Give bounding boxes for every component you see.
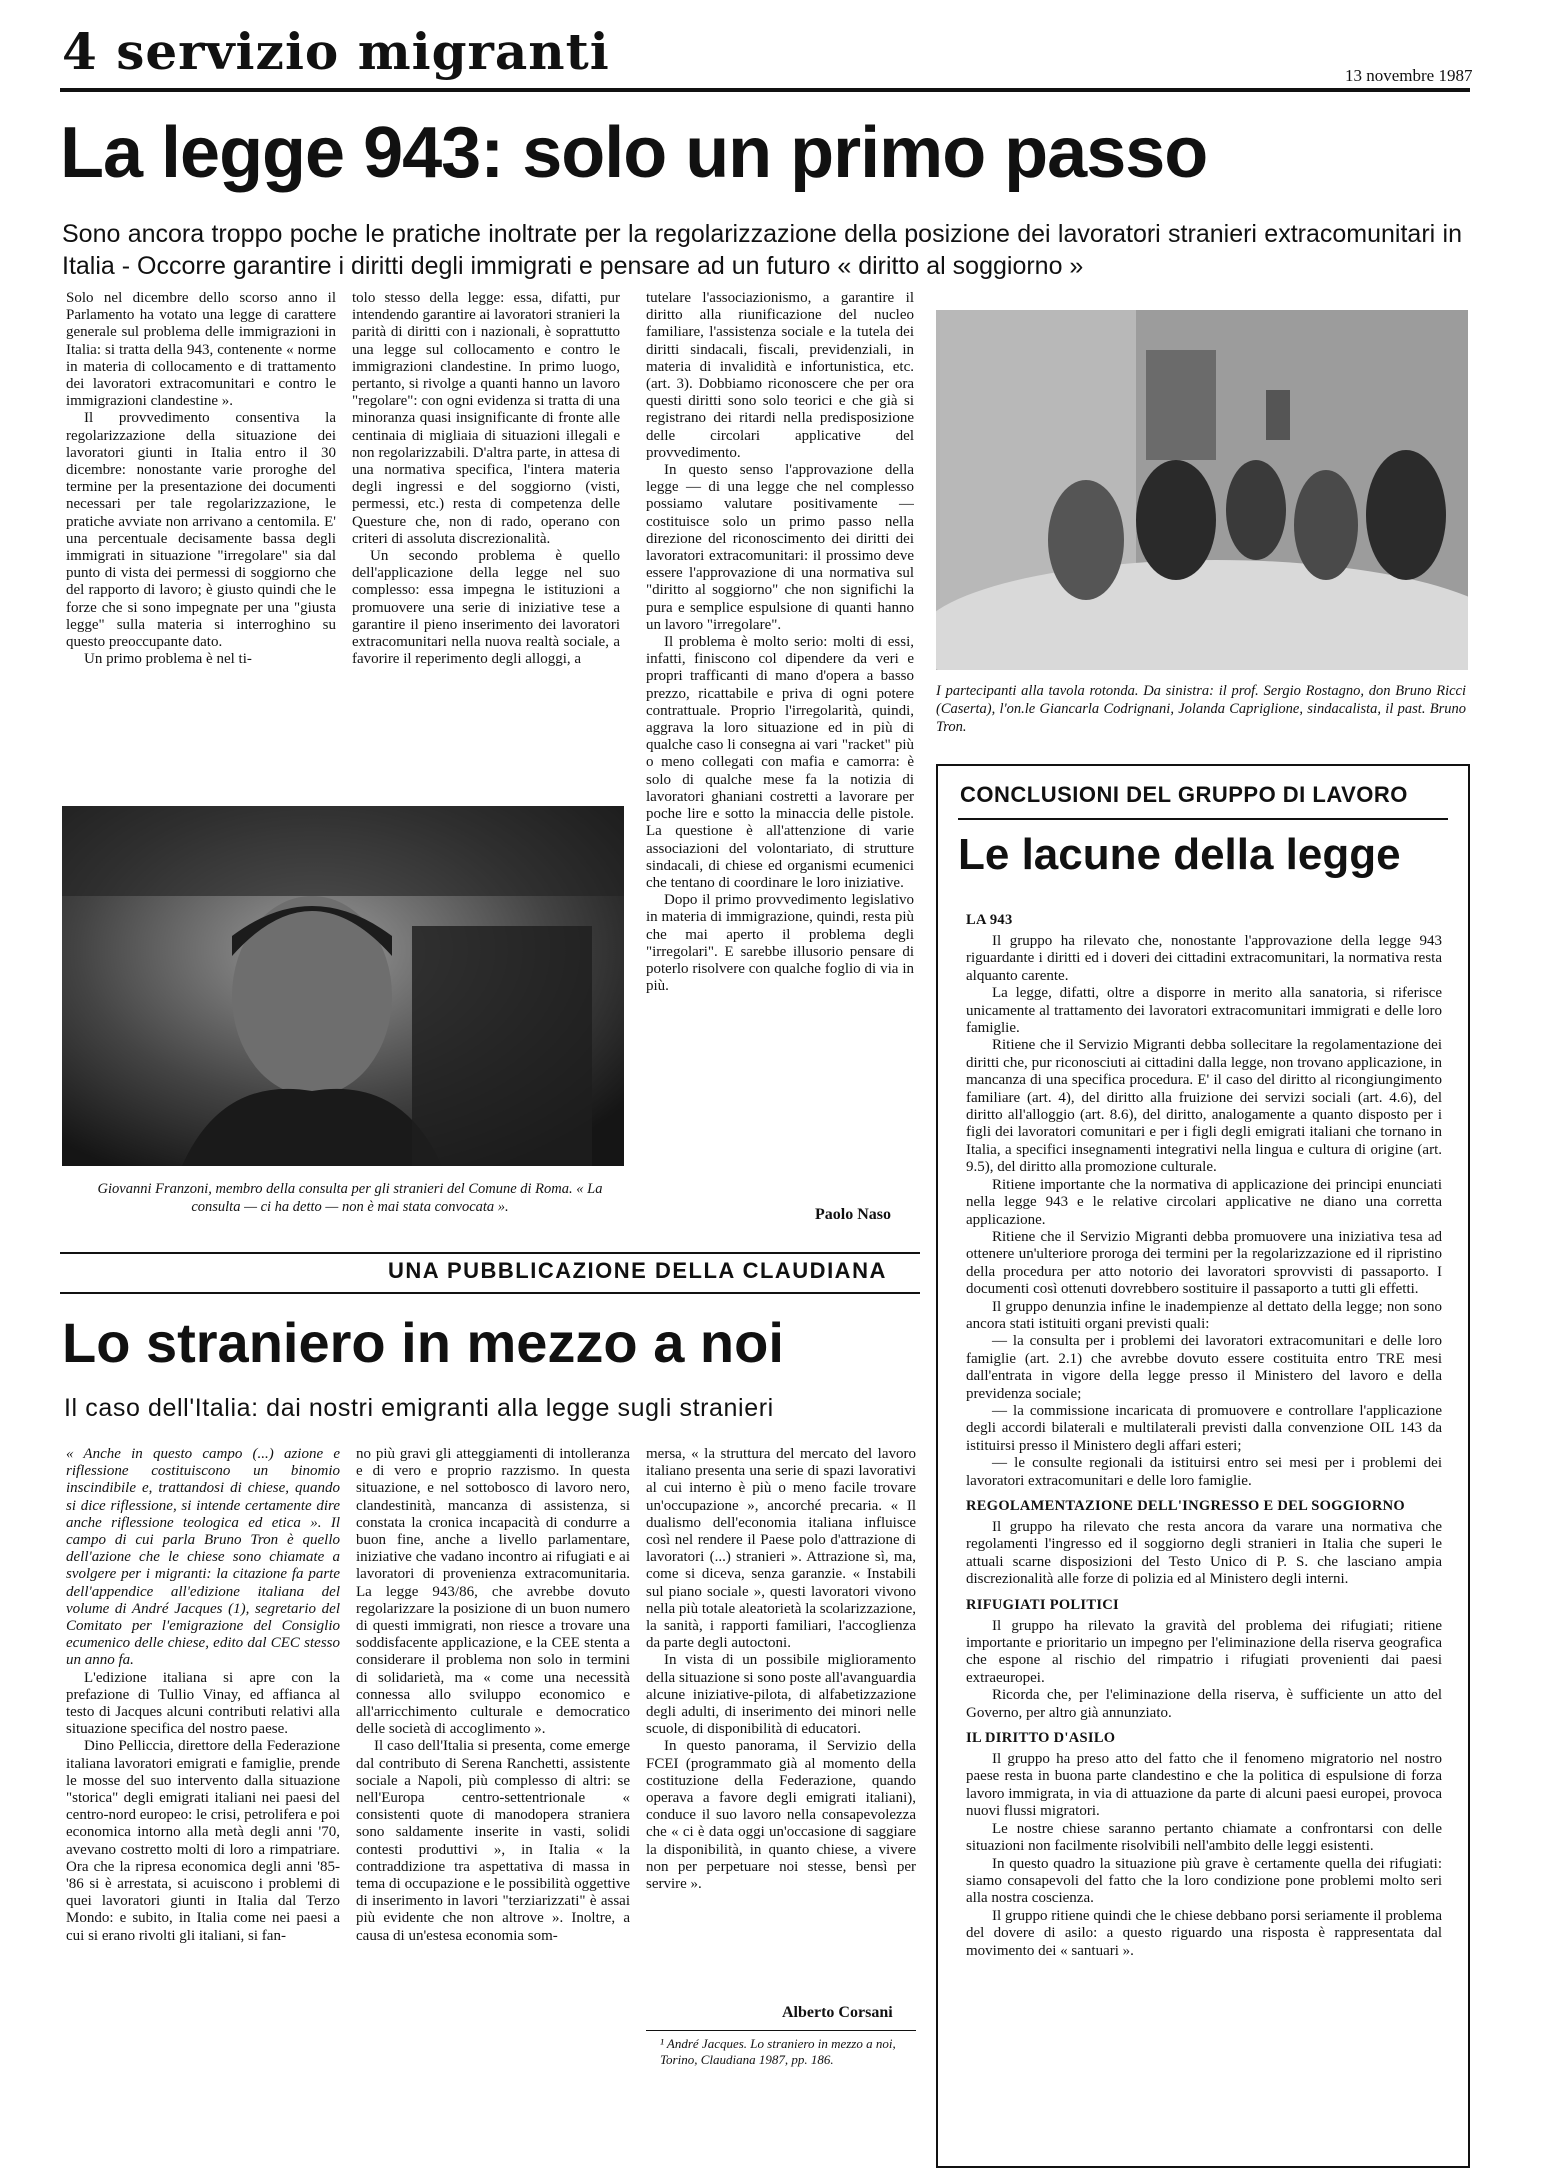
article2-column-3 [646, 1446, 916, 2014]
article2-column-1 [66, 1446, 340, 2146]
paragraph: Un primo problema è nel ti- [84, 651, 252, 668]
paragraph: — la consulta per i problemi dei lavoratori extracomunitari e delle loro famiglie (art. 2.1) che avrebbe dovuto essere costituita entro TRE mesi dall'entrata in vigore della legge presso il Ministero del lavoro e della previdenza sociale; [966, 1333, 1442, 1402]
article2-kicker: UNA PUBBLICAZIONE DELLA CLAUDIANA [388, 1258, 887, 1283]
article1-column-2 [352, 290, 620, 790]
roundtable-caption: I partecipanti alla tavola rotonda. Da sinistra: il prof. Sergio Rostagno, don Bruno Ricci (Caserta), l'on.le Giancarla Codrignani, Jolanda Capriglione, sindacalista, il past. Bruno Tron. [936, 683, 1466, 735]
article2-subtitle: Il caso dell'Italia: dai nostri emigranti alla legge sugli stranieri [64, 1394, 774, 1422]
paragraph: Ritiene che il Servizio Migranti debba promuovere una iniziativa tesa ad ottenere un'ulteriore proroga dei termini per la regolarizzazione ed il ripristino della procedura per atto notorio dei lavoratori sprovvisti di passaporto. I documenti così ottenuti dovrebbero sostituire il passaporto a tutti gli effetti. [966, 1228, 1442, 1298]
paragraph: Il gruppo denunzia infine le inadempienze al dettato della legge; non sono ancora stati istituiti organi previsti quali: [966, 1298, 1442, 1332]
paragraph: tutelare l'associazionismo, a garantire il diritto alla riunificazione del nucleo familiare, l'assistenza sociale e la tutela dei diritti sindacali, fiscali, previdenziali, in materia di invalidità e infortunistica, etc. (art. 3). Dobbiamo riconoscere che per ora questi diritti sono solo teorici e che già si registrano dei ritardi nella predisposizione delle circolari applicative del provvedimento. [646, 290, 914, 461]
paragraph: In questo senso l'approvazione della legge — di una legge che nel complesso possiamo valutare positivamente — costituisce solo un primo passo nella direzione del riconoscimento dei diritti dei lavoratori extracomunitari: il prossimo deve essere l'approvazione di una normativa sul "diritto al soggiorno" che non significhi la pura e semplice espulsione di quanti hanno un lavoro "irregolare". [646, 462, 914, 633]
portrait-caption: Giovanni Franzoni, membro della consulta per gli stranieri del Comune di Roma. « La consulta — ci ha detto — non è mai stata convocata ». [97, 1181, 603, 1215]
article2-column-2 [356, 1446, 630, 2146]
portrait-photo-graphic [62, 806, 624, 1166]
portrait-photo [62, 806, 624, 1166]
paragraph: Un secondo problema è quello dell'applicazione della legge nel suo complesso: essa impegna le istituzioni a promuovere una serie di iniziative tese a garantire il pieno inserimento dei lavoratori extracomunitari nella nuova realtà sociale, a favorire il reperimento degli alloggi, a [352, 548, 620, 668]
paragraph: Ritiene che il Servizio Migranti debba sollecitare la regolamentazione dei diritti che, pur riconosciuti ai cittadini dalla legge, non trovano applicazione, in mancanza di una specifica procedura. E' il caso del diritto al ricongiungimento familiare (art. 4), del diritto alla fruizione dei servizi sociali (art. 4.6), del diritto all'alloggio (art. 8.6), del diritto, analogamente a quanto disposto per i figli dei lavoratori comunitari e per i figli degli emigrati italiani che tornano in Italia, a specifici insegnamenti integrativi nella lingua e cultura di origine (art. 9.5), del diritto alla promozione culturale. [966, 1037, 1442, 1176]
paragraph: Dino Pelliccia, direttore della Federazione italiana lavoratori emigrati e famiglie, prende le mosse del suo intervento dalla situazione "storica" degli emigrati italiani nei paesi del centro-nord europeo: le crisi, petrolifera e poi economica intorno alla metà degli anni '70, avevano costretto molti di loro a rimpatriare. Ora che la ripresa economica degli anni '85-'86 si è arrestata, si acuiscono i problemi di quei lavoratori giunti in Italia dal Terzo Mondo: e subito, in Italia come nei paesi a cui si erano rivolti gli italiani, si fan- [66, 1738, 340, 1944]
paragraph: mersa, « la struttura del mercato del lavoro italiano presenta una serie di spazi lavorativi al cui interno è più o meno facile trovare un'occupazione », ancorché precaria. « Il dualismo dell'economia italiana influisce così nel rendere il Paese polo d'attrazione di lavoratori (...) stranieri ». Attrazione sì, ma, come si diceva, senza garanzie. « Instabili sul piano sociale », questi lavoratori vivono nella più totale aleatorietà la scolarizzazione, la sanità, i rapporti familiari, l'accoglienza da parte degli autoctoni. [646, 1446, 916, 1652]
conclusions-box [936, 764, 1470, 2168]
issue-date: 13 novembre 1987 [1345, 66, 1473, 85]
roundtable-photo [936, 310, 1468, 670]
paragraph: L'edizione italiana si apre con la prefazione di Tullio Vinay, ed affianca al testo di Jacques alcuni contributi relativi alla situazione specifica del nostro paese. [66, 1669, 340, 1738]
article2-title: Lo straniero in mezzo a noi [62, 1311, 784, 1374]
footnote-rule [646, 2030, 916, 2031]
footnote: ¹ André Jacques. Lo straniero in mezzo a noi, Torino, Claudiana 1987, pp. 186. [660, 2036, 896, 2067]
section-heading: REGOLAMENTAZIONE DELL'INGRESSO E DEL SOGGIORNO [966, 1498, 1405, 1514]
paragraph: In vista di un possibile miglioramento della situazione si sono poste all'avanguardia alcune iniziative-pilota, di alfabetizzazione degli adulti, di inserimento dei minori nelle scuole, di disponibilità di educatori. [646, 1652, 916, 1738]
article2-rule-bottom [60, 1292, 920, 1294]
paragraph: « Anche in questo campo (...) azione e riflessione costituiscono un binomio inscindibile e, trattandosi di chiese, quando si dice riflessione, si intende certamente dire anche riflessione teologica ed etica ». Il campo di cui parla Bruno Tron è quello dell'azione che le chiese sono chiamate a svolgere per i migranti: la citazione fa parte dell'appendice all'edizione italiana del volume di André Jacques (1), segretario del Comitato per l'emigrazione del Consiglio ecumenico delle chiese, edito dal CEC stesso un anno fa. [66, 1446, 340, 1669]
paragraph: Il gruppo ha rilevato la gravità del problema dei rifugiati; ritiene importante e prioritario un impegno per l'eliminazione della riserva geografica che espone al rischio del rimpatrio i rifugiati provenienti dai paesi extraeuropei. [966, 1617, 1442, 1686]
article2-rule-top [60, 1252, 920, 1254]
article2-author: Alberto Corsani [782, 2004, 893, 2021]
paragraph: Il provvedimento consentiva la regolarizzazione della situazione dei lavoratori giunti in Italia entro il 30 dicembre: nonostante varie proroghe del termine per la presentazione dei documenti necessari per tale regolarizzazione, le pratiche avviate non arrivano a centomila. E' una percentuale decisamente bassa degli immigrati in situazione "irregolare" sia dal punto di vista dei permessi di soggiorno che del rapporto di lavoro; è giusto quindi che le forze che si sono impegnate per una "giusta legge" sulla materia si interroghino su questo preoccupante dato. [66, 410, 336, 651]
paragraph: tolo stesso della legge: essa, difatti, pur intendendo garantire ai lavoratori stranieri la parità di diritti con i nazionali, è soprattutto una legge sul collocamento e contro le immigrazioni clandestine. In primo luogo, pertanto, si rivolge a quanti hanno un lavoro "regolare": con ogni evidenza si tratta di una minoranza quasi insignificante di fronte alle centinaia di migliaia di situazioni illegali e non regolarizzabili. D'altra parte, in attesa di una normativa specifica, l'intera materia degli ingressi e del soggiorno (visti, permessi, etc.) resta di competenza delle Questure che, non di rado, operano con criteri di assoluta discrezionalità. [352, 290, 620, 547]
article1-column-3 [646, 290, 914, 1190]
paragraph: Ritiene importante che la normativa di applicazione dei principi enunciati nella legge 943 e le relative circolari applicative ne diano una corretta applicazione. [966, 1176, 1442, 1228]
paragraph: Solo nel dicembre dello scorso anno il Parlamento ha votato una legge di carattere generale sul problema delle immigrazioni in Italia: si tratta della 943, contenente « norme in materia di collocamento e di trattamento dei lavoratori extracomunitari e contro le immigrazioni clandestine ». [66, 290, 336, 410]
sidebar-kicker: CONCLUSIONI DEL GRUPPO DI LAVORO [960, 782, 1408, 807]
section-heading: RIFUGIATI POLITICI [966, 1596, 1119, 1613]
paragraph: Ricorda che, per l'eliminazione della riserva, è sufficiente un atto del Governo, per altro già annunziato. [966, 1687, 1442, 1721]
article1-title: La legge 943: solo un primo passo [60, 113, 1208, 193]
article1-author: Paolo Naso [815, 1206, 891, 1223]
paragraph: In questo panorama, il Servizio della FCEI (programmato già al momento della costituzione della Federazione, quando operava a favore degli emigrati italiani), conduce il suo lavoro nella consapevolezza che « ci è data oggi un'occasione di saggiare la disponibilità, in quanto chiese, a vivere non per perpetuare noi stesse, bensì per servire ». [646, 1738, 916, 1893]
paragraph: Il gruppo ha rilevato che, nonostante l'approvazione della legge 943 riguardante i diritti ed i doveri dei cittadini extracomunitari, la normativa resta alquanto carente. [966, 933, 1442, 984]
paragraph: Dopo il primo provvedimento legislativo in materia di immigrazione, quindi, resta più che mai aperto il problema degli "irregolari". E sarebbe illusorio pensare di poterlo risolvere con qualche foglio di via in più. [646, 892, 914, 995]
paragraph: La legge, difatti, oltre a disporre in merito alla sanatoria, si riferisce unicamente al trattamento dei lavoratori extracomunitari immigrati e delle loro famiglie. [966, 985, 1442, 1037]
section-heading: LA 943 [966, 912, 1013, 928]
article1-column-1 [66, 290, 336, 790]
section-heading: IL DIRITTO D'ASILO [966, 1730, 1116, 1747]
paragraph: In questo quadro la situazione più grave è certamente quella dei rifugiati: siamo consapevoli del fatto che la loro condizione pone problemi molto seri alla nostra coscienza. [966, 1855, 1442, 1907]
paragraph: Le nostre chiese saranno pertanto chiamate a confrontarsi con delle situazioni non facilmente risolvibili nell'ambito delle leggi esistenti. [966, 1820, 1442, 1855]
paragraph: Il gruppo ha preso atto del fatto che il fenomeno migratorio nel nostro paese resta in buona parte clandestino e che la politica di espulsione di forza lavoro immigrata, in via di attuazione da parte di alcuni paesi europei, provoca nuovi flussi migratori. [966, 1751, 1442, 1820]
paragraph: Il problema è molto serio: molti di essi, infatti, finiscono col dipendere da veri e propri trafficanti di mano d'opera a basso prezzo, ricattabile e priva di ogni potere contrattuale. Proprio l'irregolarità, quindi, aggrava la loro situazione ed in più di qualche caso li consegna ai vari "racket" più o meno collegati con mafia e camorra: è solo di qualche mese fa la notizia di lavoratori ghaniani costretti a lavorare per poche lire e sotto la minaccia delle pistole. La questione è all'attenzione di varie associazioni del volontariato, di strutture sindacali, di chiese ed organismi ecumenici che tentano di coordinare le loro iniziative. [646, 634, 914, 891]
sidebar-body [966, 904, 1442, 2154]
paragraph: Il gruppo ha rilevato che resta ancora da varare una normativa che regolamenti l'ingresso ed il soggiorno degli stranieri in Italia che superi le attuali scarne disposizioni del Testo Unico di P. S. che lasciano ampia discrezionalità alle forze di polizia ed al Ministero degli interni. [966, 1519, 1442, 1588]
sidebar-title: Le lacune della legge [958, 830, 1401, 879]
paragraph: no più gravi gli atteggiamenti di intolleranza e di vero e proprio razzismo. In questa situazione, e nel sottobosco di lavoro nero, clandestinità, mancanza di assistenza, si constata la cronica incapacità di condurre a buon fine, anche a livello parlamentare, iniziative che vadano incontro ai rifugiati e ai lavoratori di provenienza extracomunitaria. La legge 943/86, che avrebbe dovuto regolarizzare la posizione di un buon numero di questi immigrati, non riesce a trovare una soddisfacente applicazione, e la CEE stenta a considerare il problema non solo in termini di solidarietà, ma « come una necessità connessa allo sviluppo economico e all'arricchimento culturale e democratico delle società di accoglimento ». [356, 1446, 630, 1738]
paragraph: Il caso dell'Italia si presenta, come emerge dal contributo di Serena Ranchetti, assistente sociale a Napoli, più complesso di altri: se nell'Europa centro-settentrionale « consistenti quote di manodopera straniera sono saldamente inserite in vasti, solidi contesti produttivi », in Italia « la contraddizione tra aspettativa di massa in tema di occupazione e le possibilità oggettive di inserimento in lavori "terziarizzati" è assai più evidente che non altrove ». Inoltre, a causa di un'estesa economia som- [356, 1738, 630, 1944]
roundtable-photo-graphic [936, 310, 1468, 670]
sidebar-rule [958, 818, 1448, 820]
paragraph: Il gruppo ritiene quindi che le chiese debbano porsi seriamente il problema del dovere di asilo: a questo riguardo una risposta è rappresentata dal movimento dei « santuari ». [966, 1907, 1442, 1959]
paragraph: — la commissione incaricata di promuovere e controllare l'applicazione degli accordi bilaterali e multilaterali previsti dalla convenzione OIL 143 da istituirsi presso il Ministero degli affari esteri; [966, 1402, 1442, 1454]
article1-subtitle: Sono ancora troppo poche le pratiche inoltrate per la regolarizzazione della posizione dei lavoratori stranieri extracomunitari in Italia - Occorre garantire i diritti degli immigrati e pensare ad un futuro « diritto al soggiorno » [62, 220, 1462, 280]
header-rule [60, 88, 1470, 92]
page-label: 4 servizio migranti [62, 22, 610, 81]
paragraph: — le consulte regionali da istituirsi entro sei mesi per i problemi dei lavoratori extracomunitari e delle loro famiglie. [966, 1455, 1442, 1489]
